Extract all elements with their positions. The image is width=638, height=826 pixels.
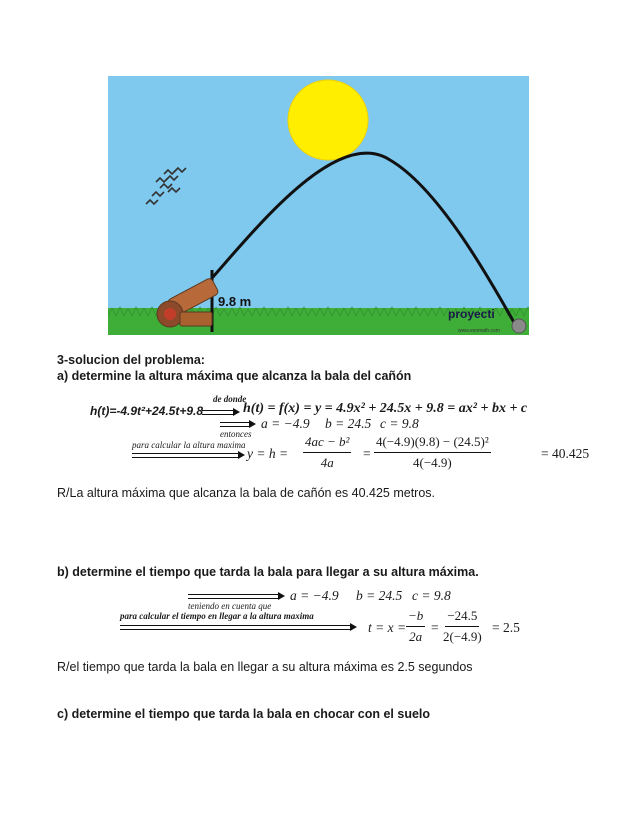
height-label: 9.8 m (218, 294, 252, 309)
part-a-frac-general (303, 434, 351, 471)
watermark: www.exomath.com (458, 328, 500, 334)
part-b-eq-sign: = (431, 620, 439, 635)
part-a-result: = 40.425 (541, 446, 590, 461)
part-a-coeff-a: a = −4.9 (261, 416, 310, 431)
part-b-coeff-c: c = 9.8 (412, 588, 451, 603)
arrow-de-donde-head (233, 408, 240, 416)
part-a-question: a) determine la altura máxima que alcanza la bala del cañón (57, 369, 412, 383)
arrow-entonces-head (249, 420, 256, 428)
projectile-label: proyecti (448, 307, 495, 321)
part-a-frac1-den: 4a (320, 455, 334, 470)
part-a-eq-sign: = (363, 446, 371, 461)
projectile-ball (512, 319, 526, 333)
arrow-de-donde (202, 410, 235, 415)
projectile-figure (108, 76, 529, 335)
part-b-frac1-den: 2a (409, 629, 423, 644)
part-b-answer: R/el tiempo que tarda la bala en llegar a su altura máxima es 2.5 segundos (57, 660, 473, 674)
part-a-equation: h(t) = f(x) = y = 4.9x² + 24.5x + 9.8 = ax² + bx + c (243, 401, 528, 416)
arrow-entonces (220, 422, 250, 427)
part-a-y-eq: y = h = (247, 446, 289, 461)
arrow-calcular-tiempo-head (350, 623, 357, 631)
part-a-frac-numeric (374, 434, 491, 471)
sun (288, 80, 368, 160)
part-b-question: b) determine el tiempo que tarda la bala para llegar a su altura máxima. (57, 565, 479, 579)
arrow-calcular-altura (132, 453, 239, 458)
label-teniendo: teniendo en cuenta que (188, 601, 272, 611)
part-a-answer: R/La altura máxima que alcanza la bala de cañón es 40.425 metros. (57, 486, 436, 500)
part-b-frac1-num: −b (406, 608, 425, 627)
arrow-teniendo-head (278, 592, 285, 600)
part-c-question: c) determine el tiempo que tarda la bala en chocar con el suelo (57, 707, 431, 721)
part-a-coeff-c: c = 9.8 (380, 416, 419, 431)
arrow-calcular-altura-head (238, 451, 245, 459)
arrow-label-de-donde: de donde (213, 394, 247, 404)
part-b-coeff-b: b = 24.5 (356, 588, 403, 603)
part-a-frac1-num: 4ac − b² (303, 434, 351, 453)
label-para-calcular-tiempo: para calcular el tiempo en llegar a la altura maxima (120, 611, 314, 621)
label-para-calcular-altura: para calcular la altura maxima (132, 440, 246, 450)
part-b-result: = 2.5 (492, 620, 520, 635)
part-a-frac2-den: 4(−4.9) (413, 455, 452, 470)
section-title: 3-solucion del problema: (57, 353, 205, 367)
part-b-frac2-num: −24.5 (445, 608, 479, 627)
part-b-frac-general (406, 608, 425, 645)
label-entonces: entonces (220, 429, 252, 439)
part-b-t-eq: t = x = (368, 620, 407, 635)
arrow-teniendo (188, 594, 280, 599)
part-b-coeff-a: a = −4.9 (290, 588, 339, 603)
part-a-frac2-num: 4(−4.9)(9.8) − (24.5)² (374, 434, 491, 453)
part-a-coeff-b: b = 24.5 (325, 416, 372, 431)
part-b-frac-numeric (441, 608, 484, 645)
part-b-frac2-den: 2(−4.9) (443, 629, 482, 644)
arrow-calcular-tiempo (120, 625, 352, 630)
part-a-function-def: h(t)=-4.9t²+24.5t+9.8 (90, 404, 204, 418)
